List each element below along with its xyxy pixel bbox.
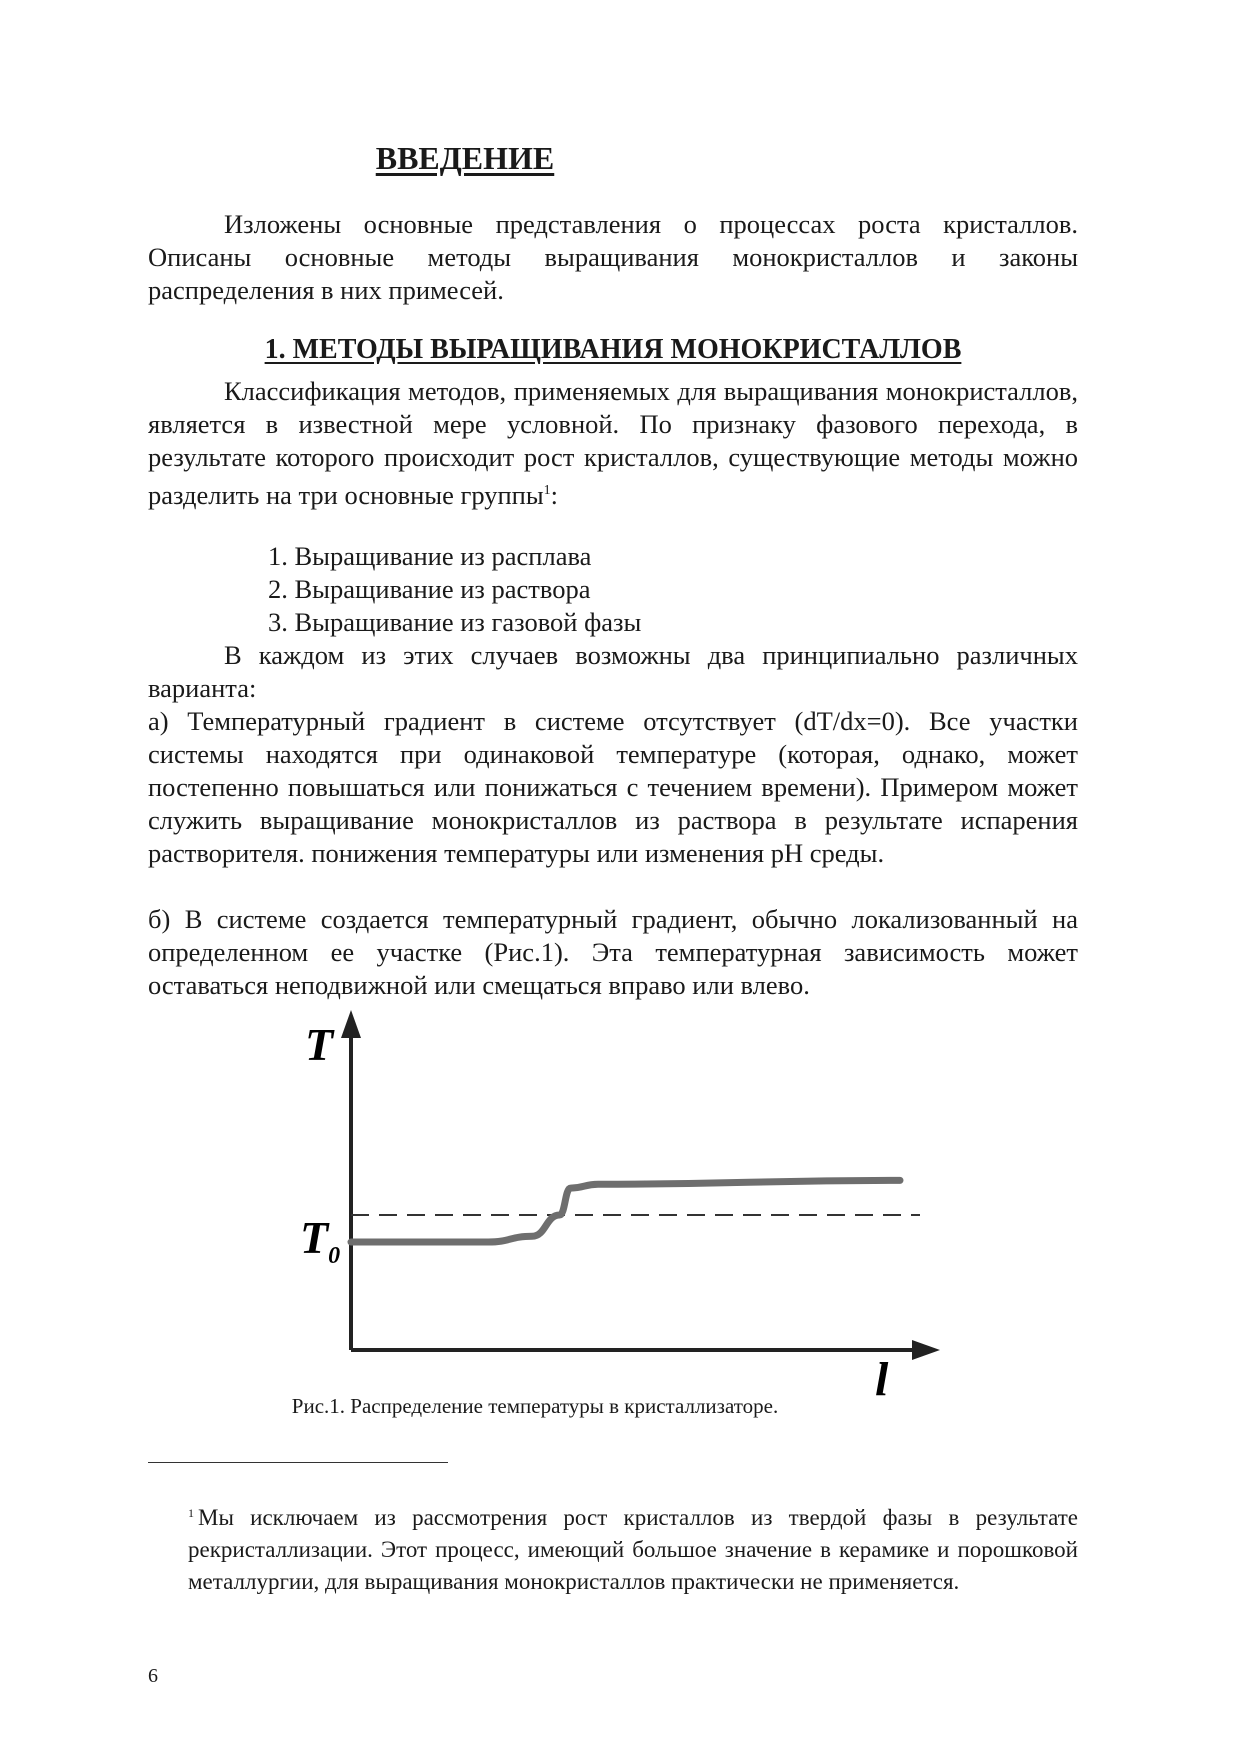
y-axis-arrow bbox=[341, 1010, 361, 1038]
list-item: 1. Выращивание из расплава bbox=[268, 541, 592, 571]
page-title: ВВЕДЕНИЕ bbox=[375, 140, 555, 176]
section-title: 1. МЕТОДЫ ВЫРАЩИВАНИЯ МОНОКРИСТАЛЛОВ bbox=[264, 334, 962, 365]
paragraph-4: б) В системе создается температурный градиент, обычно локализованный на определенном ее участке (Рис.1). Эта температурная зависимость может оставаться неподвижной или смещаться вправо или влево. bbox=[148, 904, 1078, 1000]
figure-caption: Рис.1. Распределение температуры в кристаллизаторе. bbox=[291, 1394, 779, 1418]
page-number: 6 bbox=[148, 1665, 158, 1687]
intro-paragraph: Изложены основные представления о процессах роста кристаллов. Описаны основные методы выращивания монокристаллов и законы распределения в них примесей. bbox=[148, 209, 1078, 305]
footnote-ref: 1 bbox=[543, 483, 551, 498]
y-axis-label: T bbox=[305, 1019, 334, 1070]
x-axis-label: l bbox=[875, 1353, 889, 1406]
list-item: 3. Выращивание из газовой фазы bbox=[268, 607, 642, 637]
paragraph-2: В каждом из этих случаев возможны два принципиально различных варианта: bbox=[148, 640, 1078, 703]
series-line bbox=[351, 1180, 900, 1242]
x-axis-arrow bbox=[912, 1340, 940, 1360]
footnote-divider bbox=[148, 1462, 448, 1463]
paragraph-3: а) Температурный градиент в системе отсутствует (dT/dx=0). Все участки системы находятся при одинаковой температуре (которая, однако, может постепенно повышаться или понижаться с течением времени). Примером может служить выращивание монокристаллов из раствора в результате испарения растворителя. понижения температуры или изменения pH среды. bbox=[148, 706, 1078, 868]
paragraph-1: Классификация методов, применяемых для выращивания монокристаллов, является в известной мере условной. По признаку фазового перехода, в результате которого происходит рост кристаллов, существующие методы можно разделить на три основные группы$^1$: bbox=[148, 376, 1078, 510]
reference-line-label: $T_0$ bbox=[300, 1212, 341, 1270]
footnote: $^1$ Мы исключаем из рассмотрения рост кристаллов из твердой фазы в результате рекристаллизации. Этот процесс, имеющий большое значение в керамике и порошковой металлургии, для выращивания монокристаллов практически не применяется. bbox=[188, 1505, 1078, 1594]
list-item: 2. Выращивание из раствора bbox=[268, 574, 591, 604]
